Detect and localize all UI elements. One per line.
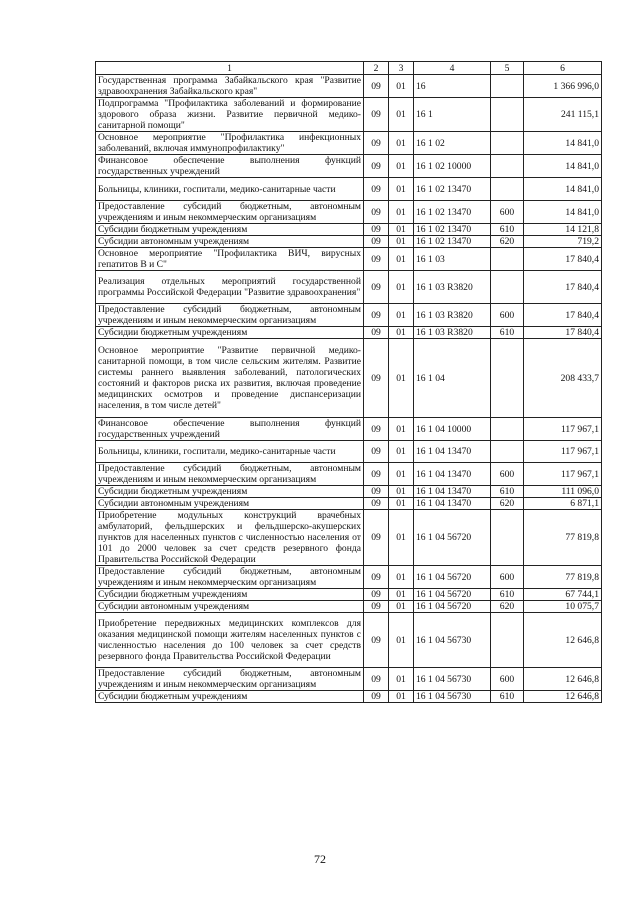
row-amount: 17 840,4: [524, 327, 602, 339]
row-name: Основное мероприятие "Развитие первичной медико-санитарной помощи, в том числе сельским жителям. Развитие системы раннего выявления заболеваний, патологических состояний и факторов риска их развития, включая проведение медицинских осмотров и проведение диспансеризации населения, в том числе детей": [96, 339, 364, 418]
row-section: 09: [364, 613, 389, 668]
header-col-6: 6: [524, 62, 602, 75]
row-expense-type: 610: [491, 327, 524, 339]
row-target-code: 16 1 02 13470: [414, 178, 491, 201]
row-amount: 117 967,1: [524, 463, 602, 486]
row-amount: 6 871,1: [524, 498, 602, 510]
row-target-code: 16 1 04 10000: [414, 418, 491, 441]
table-row: [96, 510, 602, 566]
row-subsection: 01: [389, 327, 414, 339]
row-subsection: 01: [389, 155, 414, 178]
header-col-4: 4: [414, 62, 491, 75]
row-subsection: 01: [389, 510, 414, 566]
row-name: Предоставление субсидий бюджетным, автономным учреждениям и иным некоммерческим организациям: [96, 201, 364, 224]
row-section: 09: [364, 463, 389, 486]
row-subsection: 01: [389, 613, 414, 668]
row-expense-type: [491, 510, 524, 566]
row-subsection: 01: [389, 201, 414, 224]
row-name: Субсидии автономным учреждениям: [96, 601, 364, 613]
row-section: 09: [364, 339, 389, 418]
row-section: 09: [364, 98, 389, 132]
row-section: 09: [364, 201, 389, 224]
row-subsection: 01: [389, 132, 414, 155]
page-number: 72: [314, 852, 326, 866]
row-target-code: 16 1: [414, 98, 491, 132]
row-amount: 67 744,1: [524, 589, 602, 601]
row-target-code: 16 1 03 R3820: [414, 271, 491, 304]
row-expense-type: 620: [491, 601, 524, 613]
row-section: 09: [364, 441, 389, 463]
header-col-1: 1: [96, 62, 364, 75]
row-amount: 17 840,4: [524, 304, 602, 327]
row-expense-type: 600: [491, 566, 524, 589]
row-section: 09: [364, 601, 389, 613]
row-section: 09: [364, 236, 389, 248]
row-expense-type: [491, 178, 524, 201]
row-amount: 241 115,1: [524, 98, 602, 132]
row-expense-type: 610: [491, 486, 524, 498]
row-section: 09: [364, 498, 389, 510]
row-expense-type: [491, 248, 524, 271]
row-target-code: 16 1 03: [414, 248, 491, 271]
row-expense-type: 600: [491, 668, 524, 691]
row-expense-type: [491, 613, 524, 668]
table-row: [96, 463, 602, 486]
row-expense-type: 620: [491, 498, 524, 510]
row-name: Реализация отдельных мероприятий государственной программы Российской Федерации "Развитие здравоохранения": [96, 271, 364, 304]
row-name: Предоставление субсидий бюджетным, автономным учреждениям и иным некоммерческим организациям: [96, 668, 364, 691]
row-name: Субсидии бюджетным учреждениям: [96, 589, 364, 601]
row-section: 09: [364, 178, 389, 201]
row-subsection: 01: [389, 486, 414, 498]
row-section: 09: [364, 304, 389, 327]
row-name: Субсидии бюджетным учреждениям: [96, 691, 364, 703]
header-col-2: 2: [364, 62, 389, 75]
row-amount: 77 819,8: [524, 510, 602, 566]
budget-table: [95, 61, 602, 703]
row-section: 09: [364, 132, 389, 155]
row-subsection: 01: [389, 304, 414, 327]
row-section: 09: [364, 691, 389, 703]
row-name: Приобретение модульных конструкций врачебных амбулаторий, фельдшерских и фельдшерско-акушерских пунктов для населенных пунктов с численностью населения от 101 до 2000 человек за счет средств резервного фонда Правительства Российской Федерации: [96, 510, 364, 566]
row-amount: 1 366 996,0: [524, 75, 602, 98]
row-amount: 77 819,8: [524, 566, 602, 589]
row-section: 09: [364, 589, 389, 601]
row-name: Субсидии автономным учреждениям: [96, 498, 364, 510]
row-subsection: 01: [389, 418, 414, 441]
row-expense-type: 620: [491, 236, 524, 248]
table-row: [96, 691, 602, 703]
row-expense-type: [491, 75, 524, 98]
row-expense-type: 600: [491, 201, 524, 224]
row-subsection: 01: [389, 589, 414, 601]
row-subsection: 01: [389, 498, 414, 510]
row-name: Субсидии бюджетным учреждениям: [96, 327, 364, 339]
row-target-code: 16 1 04 56720: [414, 589, 491, 601]
row-amount: 117 967,1: [524, 418, 602, 441]
row-name: Субсидии бюджетным учреждениям: [96, 486, 364, 498]
table-row: [96, 327, 602, 339]
row-section: 09: [364, 668, 389, 691]
row-target-code: 16 1 04 13470: [414, 463, 491, 486]
table-row: [96, 271, 602, 304]
row-subsection: 01: [389, 236, 414, 248]
row-amount: 14 841,0: [524, 201, 602, 224]
row-subsection: 01: [389, 271, 414, 304]
row-subsection: 01: [389, 339, 414, 418]
table-row: [96, 566, 602, 589]
row-expense-type: [491, 98, 524, 132]
row-subsection: 01: [389, 668, 414, 691]
table-row: [96, 178, 602, 201]
row-name: Предоставление субсидий бюджетным, автономным учреждениям и иным некоммерческим организациям: [96, 566, 364, 589]
row-amount: 12 646,8: [524, 691, 602, 703]
row-expense-type: 610: [491, 224, 524, 236]
table-row: [96, 668, 602, 691]
row-target-code: 16 1 04 56720: [414, 566, 491, 589]
row-name: Больницы, клиники, госпитали, медико-санитарные части: [96, 441, 364, 463]
table-row: [96, 132, 602, 155]
row-section: 09: [364, 271, 389, 304]
row-target-code: 16 1 04 13470: [414, 441, 491, 463]
row-name: Приобретение передвижных медицинских комплексов для оказания медицинской помощи жителям населенных пунктов с численностью населения до 100 человек за счет средств резервного фонда Правительства Российской Федерации: [96, 613, 364, 668]
row-amount: 14 841,0: [524, 132, 602, 155]
row-name: Субсидии бюджетным учреждениям: [96, 224, 364, 236]
row-section: 09: [364, 486, 389, 498]
row-expense-type: [491, 271, 524, 304]
row-expense-type: 610: [491, 691, 524, 703]
row-subsection: 01: [389, 224, 414, 236]
row-expense-type: 600: [491, 463, 524, 486]
row-expense-type: [491, 132, 524, 155]
row-subsection: 01: [389, 248, 414, 271]
table-body: [96, 75, 602, 703]
row-target-code: 16 1 04 13470: [414, 486, 491, 498]
row-target-code: 16 1 02 13470: [414, 201, 491, 224]
row-amount: 17 840,4: [524, 248, 602, 271]
row-target-code: 16 1 02 13470: [414, 236, 491, 248]
row-name: Подпрограмма "Профилактика заболеваний и формирование здорового образа жизни. Развитие первичной медико-санитарной помощи": [96, 98, 364, 132]
row-expense-type: [491, 155, 524, 178]
row-target-code: 16: [414, 75, 491, 98]
row-name: Предоставление субсидий бюджетным, автономным учреждениям и иным некоммерческим организациям: [96, 304, 364, 327]
row-amount: 12 646,8: [524, 613, 602, 668]
row-name: Основное мероприятие "Профилактика инфекционных заболеваний, включая иммунопрофилактику": [96, 132, 364, 155]
row-expense-type: 610: [491, 589, 524, 601]
row-name: Государственная программа Забайкальского края "Развитие здравоохранения Забайкальского края": [96, 75, 364, 98]
row-subsection: 01: [389, 601, 414, 613]
table-row: [96, 248, 602, 271]
row-name: Субсидии автономным учреждениям: [96, 236, 364, 248]
row-expense-type: [491, 441, 524, 463]
table-row: [96, 601, 602, 613]
row-amount: 14 841,0: [524, 178, 602, 201]
row-target-code: 16 1 04 13470: [414, 498, 491, 510]
row-subsection: 01: [389, 75, 414, 98]
row-target-code: 16 1 03 R3820: [414, 327, 491, 339]
table-row: [96, 75, 602, 98]
row-section: 09: [364, 75, 389, 98]
row-expense-type: [491, 339, 524, 418]
row-amount: 14 841,0: [524, 155, 602, 178]
table-row: [96, 339, 602, 418]
row-name: Больницы, клиники, госпитали, медико-санитарные части: [96, 178, 364, 201]
row-target-code: 16 1 04 56730: [414, 691, 491, 703]
table-row: [96, 155, 602, 178]
table-row: [96, 498, 602, 510]
row-target-code: 16 1 02 10000: [414, 155, 491, 178]
row-name: Основное мероприятие "Профилактика ВИЧ, вирусных гепатитов В и С": [96, 248, 364, 271]
row-target-code: 16 1 03 R3820: [414, 304, 491, 327]
row-subsection: 01: [389, 178, 414, 201]
row-subsection: 01: [389, 441, 414, 463]
table-row: [96, 418, 602, 441]
table-row: [96, 441, 602, 463]
row-section: 09: [364, 248, 389, 271]
table-row: [96, 224, 602, 236]
row-expense-type: 600: [491, 304, 524, 327]
row-section: 09: [364, 566, 389, 589]
row-amount: 10 075,7: [524, 601, 602, 613]
row-section: 09: [364, 510, 389, 566]
row-amount: 17 840,4: [524, 271, 602, 304]
header-row: [96, 62, 602, 75]
row-section: 09: [364, 418, 389, 441]
row-amount: 12 646,8: [524, 668, 602, 691]
table-row: [96, 98, 602, 132]
row-subsection: 01: [389, 463, 414, 486]
row-target-code: 16 1 04 56720: [414, 601, 491, 613]
row-target-code: 16 1 04 56730: [414, 668, 491, 691]
header-col-5: 5: [491, 62, 524, 75]
row-name: Финансовое обеспечение выполнения функций государственных учреждений: [96, 418, 364, 441]
table-row: [96, 201, 602, 224]
row-expense-type: [491, 418, 524, 441]
row-section: 09: [364, 224, 389, 236]
row-section: 09: [364, 155, 389, 178]
row-name: Предоставление субсидий бюджетным, автономным учреждениям и иным некоммерческим организациям: [96, 463, 364, 486]
row-subsection: 01: [389, 691, 414, 703]
row-subsection: 01: [389, 566, 414, 589]
row-target-code: 16 1 04: [414, 339, 491, 418]
row-section: 09: [364, 327, 389, 339]
row-amount: 14 121,8: [524, 224, 602, 236]
row-amount: 208 433,7: [524, 339, 602, 418]
table-header: [96, 62, 602, 75]
row-amount: 719,2: [524, 236, 602, 248]
table-row: [96, 236, 602, 248]
row-target-code: 16 1 02 13470: [414, 224, 491, 236]
row-target-code: 16 1 04 56720: [414, 510, 491, 566]
row-name: Финансовое обеспечение выполнения функций государственных учреждений: [96, 155, 364, 178]
row-target-code: 16 1 04 56730: [414, 613, 491, 668]
table-row: [96, 486, 602, 498]
table-row: [96, 589, 602, 601]
table-row: [96, 613, 602, 668]
row-amount: 117 967,1: [524, 441, 602, 463]
row-amount: 111 096,0: [524, 486, 602, 498]
row-subsection: 01: [389, 98, 414, 132]
table-row: [96, 304, 602, 327]
row-target-code: 16 1 02: [414, 132, 491, 155]
header-col-3: 3: [389, 62, 414, 75]
